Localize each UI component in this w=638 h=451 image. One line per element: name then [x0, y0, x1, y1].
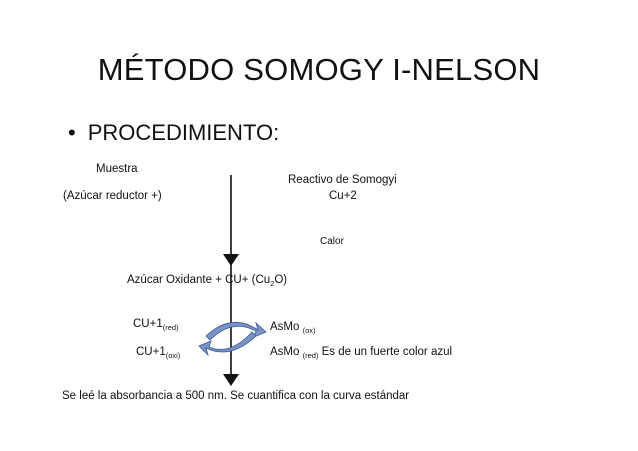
- conclusion-text: Se leé la absorbancia a 500 nm. Se cuantifica con la curva estándar: [62, 390, 410, 402]
- copper-reduced-text: CU+1: [133, 318, 163, 330]
- copper-oxidized-text: CU+1: [136, 346, 166, 358]
- copper-oxidized: [136, 346, 180, 360]
- procedure-heading-text: PROCEDIMIENTO:: [87, 120, 280, 145]
- blue-color-note: Es de un fuerte color azul: [318, 346, 453, 358]
- copper-oxidized-sub: (oxi): [165, 351, 181, 360]
- bullet-icon: •: [68, 120, 76, 145]
- condition-label: Calor: [320, 236, 344, 247]
- arsenomolybdate-oxidized: [270, 321, 316, 335]
- product-subscript: 2: [270, 279, 275, 288]
- sample-label: Muestra: [96, 163, 138, 175]
- reagent-detail: Cu+2: [329, 190, 357, 202]
- product-suffix: O): [274, 274, 288, 286]
- reagent-label: Reactivo de Somogyi: [288, 174, 397, 186]
- arsenomolybdate-ox-text: AsMo: [270, 321, 303, 333]
- product-equation: [127, 274, 287, 288]
- curved-arrow-top-icon: [206, 322, 266, 340]
- slide-title: MÉTODO SOMOGY I-NELSON: [97, 52, 541, 87]
- arsenomolybdate-red-text: AsMo: [270, 346, 303, 358]
- copper-reduced: [133, 318, 179, 332]
- sample-detail: (Azúcar reductor +): [63, 190, 162, 202]
- arrow-head-final: [223, 374, 239, 386]
- arsenomolybdate-red-sub: (red): [302, 351, 319, 360]
- product-prefix: Azúcar Oxidante + CU+ (Cu: [127, 274, 271, 286]
- copper-reduced-sub: (red): [162, 323, 179, 332]
- arsenomolybdate-ox-sub: (ox): [302, 326, 316, 335]
- arsenomolybdate-reduced: [270, 346, 452, 360]
- arrow-head-product: [223, 254, 239, 266]
